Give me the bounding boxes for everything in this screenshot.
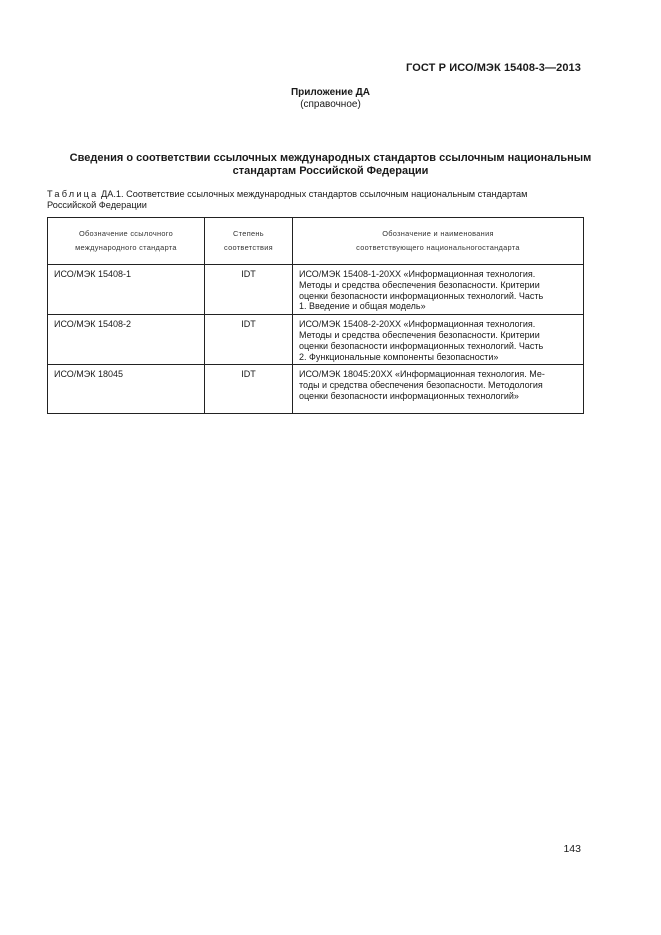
cell-international: ИСО/МЭК 15408-1	[48, 265, 205, 315]
table-caption-text: ДА.1. Соответствие ссылочных международных стандартов ссылочным национальным стандартам	[98, 189, 528, 199]
cell-line: оценки безопасности информационных технологий. Часть	[299, 340, 544, 351]
header-line: Обозначение и наименования	[382, 229, 494, 238]
cell-line: Методы и средства обеспечения безопасности. Критерии	[299, 279, 540, 290]
table-row	[48, 265, 584, 315]
cell-line: 1. Введение и общая модель»	[299, 301, 426, 312]
cell-degree: IDT	[205, 315, 293, 365]
table-caption-line-2: Российской Федерации	[47, 200, 147, 210]
header-line: соответствия	[224, 243, 273, 252]
document-code: ГОСТ Р ИСО/МЭК 15408-3—2013	[406, 62, 581, 74]
correspondence-table	[47, 217, 584, 414]
section-title	[40, 152, 621, 178]
cell-line: ИСО/МЭК 15408-1-20XX «Информационная технология.	[299, 269, 536, 279]
cell-national	[293, 315, 584, 365]
cell-line: Методы и средства обеспечения безопасности. Критерии	[299, 329, 540, 340]
cell-international: ИСО/МЭК 15408-2	[48, 315, 205, 365]
cell-line: оценки безопасности информационных технологий. Часть	[299, 290, 544, 301]
cell-line: ИСО/МЭК 18045:20XX «Информационная технология. Ме-	[299, 369, 545, 380]
header-line: международного стандарта	[75, 243, 177, 252]
cell-national	[293, 265, 584, 315]
cell-line: оценки безопасности информационных технологий»	[299, 390, 519, 401]
header-degree	[205, 218, 293, 265]
annex-title: Приложение ДА	[290, 87, 371, 98]
header-line: Обозначение ссылочного	[78, 229, 174, 238]
header-national-standard	[293, 218, 584, 265]
table-caption	[47, 189, 587, 211]
section-title-line-2: стандартам Российской Федерации	[232, 165, 429, 177]
cell-line: ИСО/МЭК 15408-2-20XX «Информационная технология.	[299, 319, 536, 330]
table-row	[48, 365, 584, 414]
table-caption-prefix: Таблица	[47, 189, 99, 199]
annex-subtitle: (справочное)	[300, 99, 361, 110]
cell-degree: IDT	[205, 265, 293, 315]
page-number: 143	[563, 843, 581, 855]
cell-line: 2. Функциональные компоненты безопасности»	[299, 351, 499, 362]
section-title-line-1: Сведения о соответствии ссылочных международных стандартов ссылочным национальным	[69, 152, 592, 164]
cell-international: ИСО/МЭК 18045	[48, 365, 205, 414]
header-line: Степень	[233, 229, 264, 238]
table-row	[48, 315, 584, 365]
cell-degree: IDT	[205, 365, 293, 414]
header-international-standard	[48, 218, 205, 265]
annex-heading	[0, 87, 661, 111]
header-line: соответствующего национальногостандарта	[356, 243, 520, 252]
table-header-row	[48, 218, 584, 265]
cell-line: тоды и средства обеспечения безопасности. Методология	[299, 380, 543, 391]
cell-national	[293, 365, 584, 414]
